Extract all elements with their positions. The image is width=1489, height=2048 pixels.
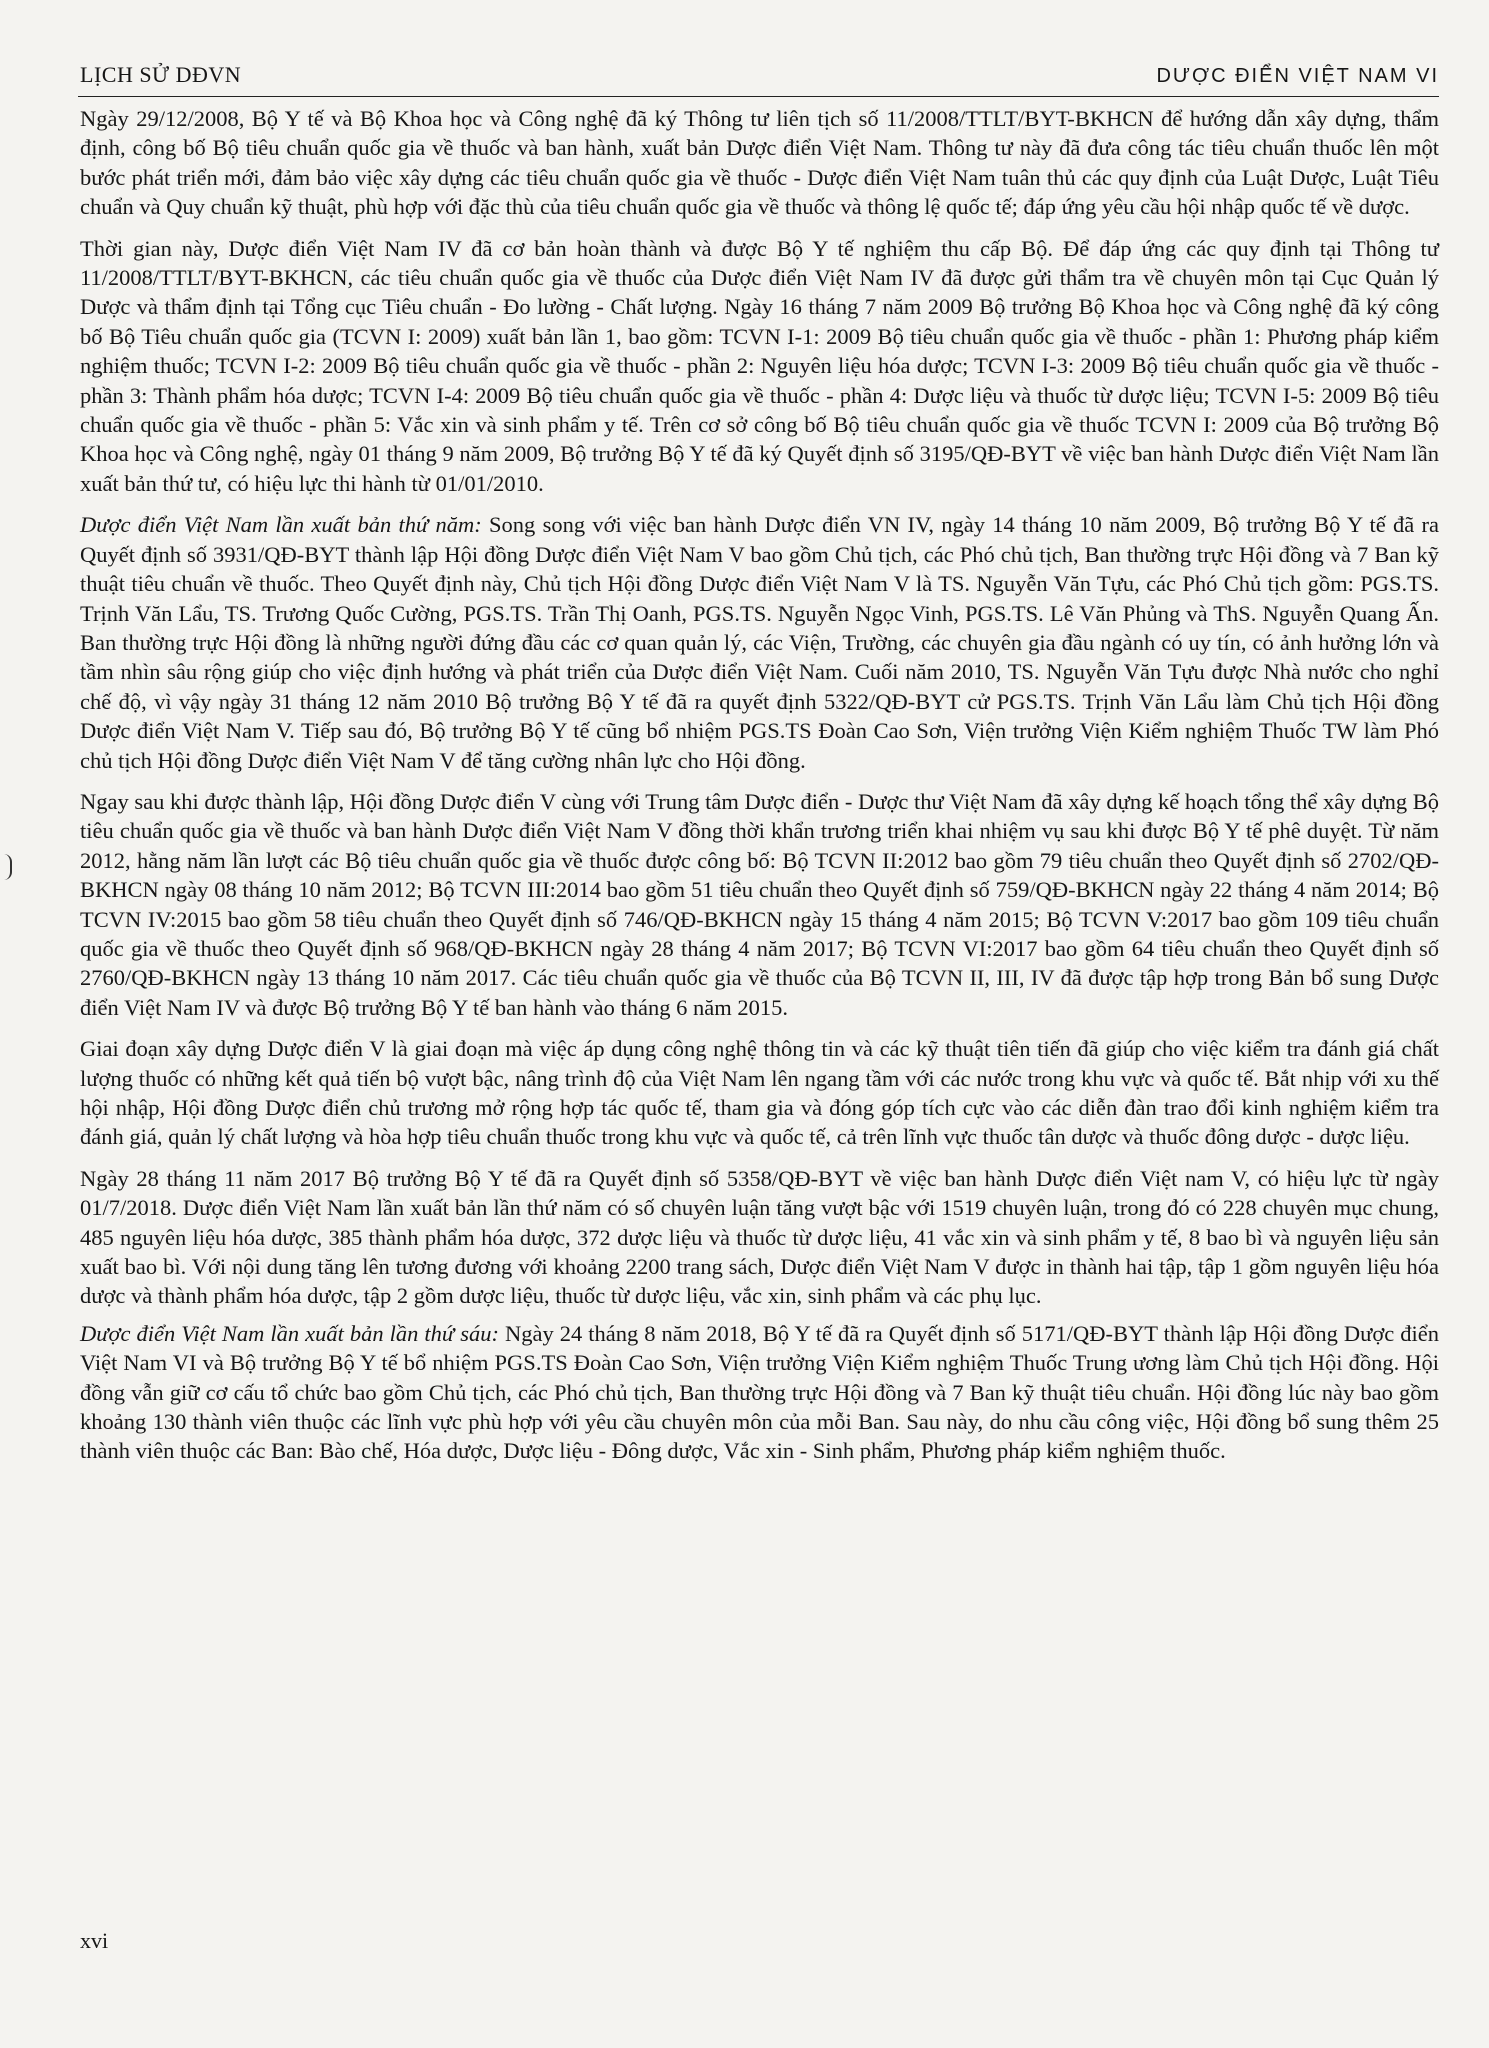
paragraph [80, 1164, 1439, 1311]
paragraph-text: Ngày 29/12/2008, Bộ Y tế và Bộ Khoa học và Công nghệ đã ký Thông tư liên tịch số 11/2008/TTLT/BYT-BKHCN để hướng dẫn xây dựng, thẩm định, công bố Bộ tiêu chuẩn quốc gia về thuốc và ban hành, xuất bản Dược điển Việt Nam. Thông tư này đã đưa công tác tiêu chuẩn thuốc lên một bước phát triển mới, đảm bảo việc xây dựng các tiêu chuẩn quốc gia về thuốc - Dược điển Việt Nam tuân thủ các quy định của Luật Dược, Luật Tiêu chuẩn và Quy chuẩn kỹ thuật, phù hợp với đặc thù của tiêu chuẩn quốc gia về thuốc và thông lệ quốc tế; đáp ứng yêu cầu hội nhập quốc tế về dược. [80, 106, 1439, 220]
paragraph-lead: Dược điển Việt Nam lần xuất bản thứ năm: [80, 512, 482, 538]
paragraph-text: Thời gian này, Dược điển Việt Nam IV đã cơ bản hoàn thành và được Bộ Y tế nghiệm thu cấp Bộ. Để đáp ứng các quy định tại Thông tư 11/2008/TTLT/BYT-BKHCN, các tiêu chuẩn quốc gia về thuốc của Dược điển Việt Nam IV đã được gửi thẩm tra về chuyên môn tại Cục Quản lý Dược và thẩm định tại Tổng cục Tiêu chuẩn - Đo lường - Chất lượng. Ngày 16 tháng 7 năm 2009 Bộ trưởng Bộ Khoa học và Công nghệ đã ký công bố Bộ Tiêu chuẩn quốc gia (TCVN I: 2009) xuất bản lần 1, bao gồm: TCVN I-1: 2009 Bộ tiêu chuẩn quốc gia về thuốc - phần 1: Phương pháp kiểm nghiệm thuốc; TCVN I-2: 2009 Bộ tiêu chuẩn quốc gia về thuốc - phần 2: Nguyên liệu hóa dược; TCVN I-3: 2009 Bộ tiêu chuẩn quốc gia về thuốc - phần 3: Thành phẩm hóa dược; TCVN I-4: 2009 Bộ tiêu chuẩn quốc gia về thuốc - phần 4: Dược liệu và thuốc từ dược liệu; TCVN I-5: 2009 Bộ tiêu chuẩn quốc gia về thuốc - phần 5: Vắc xin và sinh phẩm y tế. Trên cơ sở công bố Bộ tiêu chuẩn quốc gia về thuốc TCVN I: 2009 của Bộ trưởng Bộ Khoa học và Công nghệ, ngày 01 tháng 9 năm 2009, Bộ trưởng Bộ Y tế đã ký Quyết định số 3195/QĐ-BYT về việc ban hành Dược điển Việt Nam lần xuất bản thứ tư, có hiệu lực thi hành từ 01/01/2010. [80, 235, 1439, 496]
paragraph-text: Ngày 28 tháng 11 năm 2017 Bộ trưởng Bộ Y tế đã ra Quyết định số 5358/QĐ-BYT về việc ban hành Dược điển Việt nam V, có hiệu lực từ ngày 01/7/2018. Dược điển Việt Nam lần xuất bản lần thứ năm có số chuyên luận tăng vượt bậc với 1519 chuyên luận, trong đó có 228 chuyên mục chung, 485 nguyên liệu hóa dược, 385 thành phẩm hóa dược, 372 dược liệu và thuốc từ dược liệu, 41 vắc xin và sinh phẩm y tế, 8 bao bì và nguyên liệu sản xuất bao bì. Với nội dung tăng lên tương đương với khoảng 2200 trang sách, Dược điển Việt Nam V được in thành hai tập, tập 1 gồm nguyên liệu hóa dược và thành phẩm hóa dược, tập 2 gồm dược liệu, thuốc từ dược liệu, vắc xin, sinh phẩm và các phụ lục. [80, 1165, 1439, 1309]
margin-mark [4, 854, 12, 880]
header-book-title: DƯỢC ĐIỂN VIỆT NAM VI [1156, 65, 1439, 87]
body-text [80, 104, 1439, 1478]
paragraph [80, 510, 1439, 775]
header-rule [78, 96, 1439, 97]
paragraph [80, 787, 1439, 1022]
paragraph-text: Song song với việc ban hành Dược điển VN IV, ngày 14 tháng 10 năm 2009, Bộ trưởng Bộ Y tế đã ra Quyết định số 3931/QĐ-BYT thành lập Hội đồng Dược điển Việt Nam V bao gồm Chủ tịch, các Phó chủ tịch, Ban thường trực Hội đồng và 7 Ban kỹ thuật tiêu chuẩn về thuốc. Theo Quyết định này, Chủ tịch Hội đồng Dược điển Việt Nam V là TS. Nguyễn Văn Tựu, các Phó Chủ tịch gồm: PGS.TS. Trịnh Văn Lẩu, TS. Trương Quốc Cường, PGS.TS. Trần Thị Oanh, PGS.TS. Nguyễn Ngọc Vinh, PGS.TS. Lê Văn Phủng và ThS. Nguyễn Quang Ấn. Ban thường trực Hội đồng là những người đứng đầu các cơ quan quản lý, các Viện, Trường, các chuyên gia đầu ngành có uy tín, có ảnh hưởng lớn và tầm nhìn sâu rộng giúp cho việc định hướng và phát triển của Dược điển Việt Nam. Cuối năm 2010, TS. Nguyễn Văn Tựu được Nhà nước cho nghỉ chế độ, vì vậy ngày 31 tháng 12 năm 2010 Bộ trưởng Bộ Y tế đã ra quyết định 5322/QĐ-BYT cử PGS.TS. Trịnh Văn Lẩu làm Chủ tịch Hội đồng Dược điển Việt Nam V. Tiếp sau đó, Bộ trưởng Bộ Y tế cũng bổ nhiệm PGS.TS Đoàn Cao Sơn, Viện trưởng Viện Kiểm nghiệm Thuốc TW làm Phó chủ tịch Hội đồng Dược điển Việt Nam V để tăng cường nhân lực cho Hội đồng. [80, 512, 1439, 773]
paragraph-text: Giai đoạn xây dựng Dược điển V là giai đoạn mà việc áp dụng công nghệ thông tin và các kỹ thuật tiên tiến đã giúp cho việc kiểm tra đánh giá chất lượng thuốc có những kết quả tiến bộ vượt bậc, nâng trình độ của Việt Nam lên ngang tầm với các nước trong khu vực và quốc tế. Bắt nhịp với xu thế hội nhập, Hội đồng Dược điển chủ trương mở rộng hợp tác quốc tế, tham gia và đóng góp tích cực vào các diễn đàn trao đổi kinh nghiệm kiểm tra đánh giá, quản lý chất lượng và hòa hợp tiêu chuẩn thuốc trong khu vực và quốc tế, cả trên lĩnh vực thuốc tân dược và thuốc đông dược - dược liệu. [80, 1036, 1439, 1150]
paragraph [80, 234, 1439, 499]
page-number: xvi [80, 1928, 109, 1953]
paragraph-text: Ngay sau khi được thành lập, Hội đồng Dược điển V cùng với Trung tâm Dược điển - Dược thư Việt Nam đã xây dựng kế hoạch tổng thể xây dựng Bộ tiêu chuẩn quốc gia về thuốc và ban hành Dược điển Việt Nam V đồng thời khẩn trương triển khai nhiệm vụ sau khi được Bộ Y tế phê duyệt. Từ năm 2012, hằng năm lần lượt các Bộ tiêu chuẩn quốc gia về thuốc được công bố: Bộ TCVN II:2012 bao gồm 79 tiêu chuẩn theo Quyết định số 2702/QĐ-BKHCN ngày 08 tháng 10 năm 2012; Bộ TCVN III:2014 bao gồm 51 tiêu chuẩn theo Quyết định số 759/QĐ-BKHCN ngày 22 tháng 4 năm 2014; Bộ TCVN IV:2015 bao gồm 58 tiêu chuẩn theo Quyết định số 746/QĐ-BKHCN ngày 15 tháng 4 năm 2015; Bộ TCVN V:2017 bao gồm 109 tiêu chuẩn quốc gia về thuốc theo Quyết định số 968/QĐ-BKHCN ngày 28 tháng 4 năm 2017; Bộ TCVN VI:2017 bao gồm 64 tiêu chuẩn theo Quyết định số 2760/QĐ-BKHCN ngày 13 tháng 10 năm 2017. Các tiêu chuẩn quốc gia về thuốc của Bộ TCVN II, III, IV đã được tập hợp trong Bản bổ sung Dược điển Việt Nam IV và được Bộ trưởng Bộ Y tế ban hành vào tháng 6 năm 2015. [80, 788, 1439, 1020]
paragraph [80, 1034, 1439, 1152]
paragraph-text: Ngày 24 tháng 8 năm 2018, Bộ Y tế đã ra Quyết định số 5171/QĐ-BYT thành lập Hội đồng Dược điển Việt Nam VI và Bộ trưởng Bộ Y tế bổ nhiệm PGS.TS Đoàn Cao Sơn, Viện trưởng Viện Kiểm nghiệm Thuốc Trung ương làm Chủ tịch Hội đồng. Hội đồng vẫn giữ cơ cấu tổ chức bao gồm Chủ tịch, các Phó chủ tịch, Ban thường trực Hội đồng và 7 Ban kỹ thuật tiêu chuẩn. Hội đồng lúc này bao gồm khoảng 130 thành viên thuộc các lĩnh vực phù hợp với yêu cầu chuyên môn của mỗi Ban. Sau này, do nhu cầu công việc, Hội đồng bổ sung thêm 25 thành viên thuộc các Ban: Bào chế, Hóa dược, Dược liệu - Đông dược, Vắc xin - Sinh phẩm, Phương pháp kiểm nghiệm thuốc. [80, 1320, 1439, 1464]
header-section-title: LỊCH SỬ DĐVN [80, 62, 242, 87]
running-header [80, 62, 1439, 88]
paragraph-lead: Dược điển Việt Nam lần xuất bản lần thứ sáu: [80, 1320, 499, 1346]
paragraph [80, 1319, 1439, 1466]
paragraph [80, 104, 1439, 222]
